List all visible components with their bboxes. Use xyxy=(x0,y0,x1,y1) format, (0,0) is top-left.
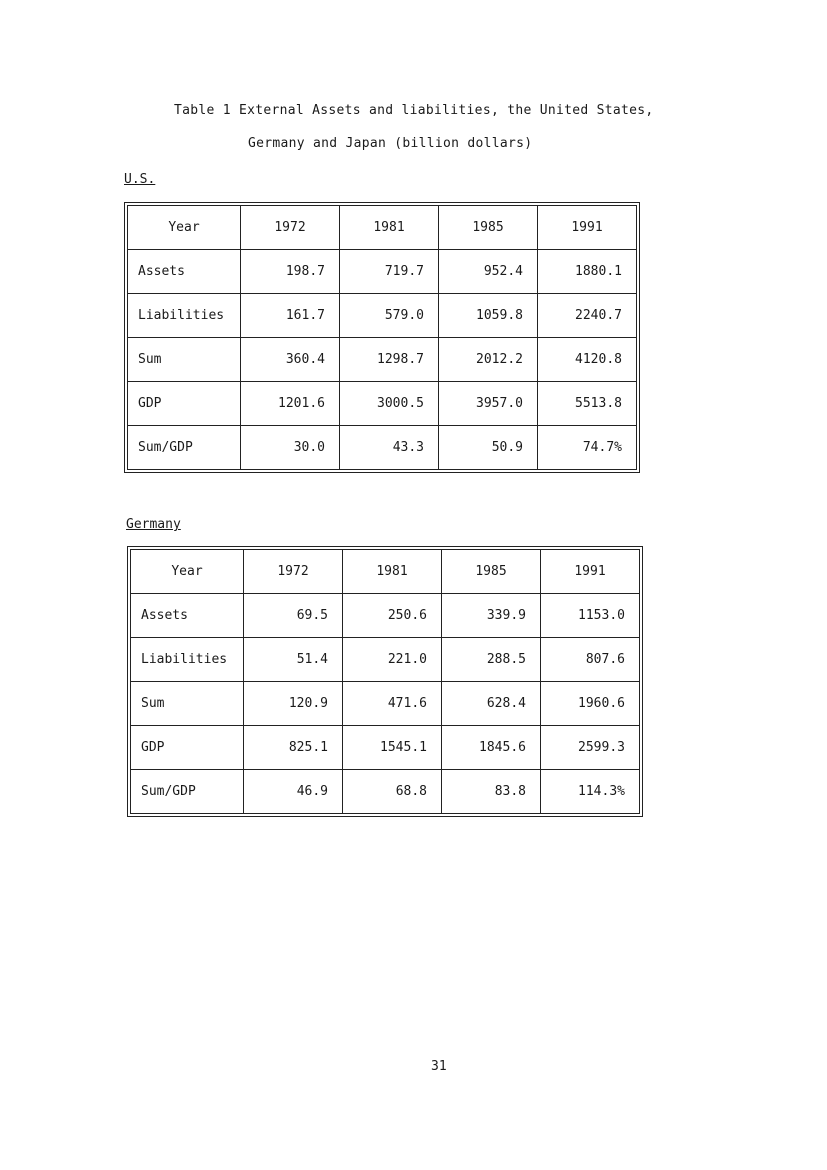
table-row xyxy=(131,594,640,638)
row-label: Sum xyxy=(131,682,244,726)
row-label: Assets xyxy=(128,250,241,294)
header-cell: 1991 xyxy=(538,206,637,250)
table-cell: 807.6 xyxy=(541,638,640,682)
table-cell: 120.9 xyxy=(244,682,343,726)
table-cell: 339.9 xyxy=(442,594,541,638)
table-cell: 1298.7 xyxy=(340,338,439,382)
table-cell: 288.5 xyxy=(442,638,541,682)
germany-table xyxy=(130,549,640,814)
table-cell: 2240.7 xyxy=(538,294,637,338)
header-cell: 1981 xyxy=(340,206,439,250)
row-label: Liabilities xyxy=(131,638,244,682)
header-cell: 1972 xyxy=(244,550,343,594)
table-cell: 1880.1 xyxy=(538,250,637,294)
table-cell: 952.4 xyxy=(439,250,538,294)
table-cell: 161.7 xyxy=(241,294,340,338)
table-row xyxy=(131,682,640,726)
table-title-line-1: Table 1 External Assets and liabilities, the United States, xyxy=(174,103,654,118)
row-label: GDP xyxy=(131,726,244,770)
table-cell: 198.7 xyxy=(241,250,340,294)
table-cell: 1845.6 xyxy=(442,726,541,770)
section-label-germany: Germany xyxy=(126,517,181,532)
table-cell: 46.9 xyxy=(244,770,343,814)
table-cell: 68.8 xyxy=(343,770,442,814)
table-cell: 1201.6 xyxy=(241,382,340,426)
section-label-us: U.S. xyxy=(124,172,156,187)
table-cell: 1960.6 xyxy=(541,682,640,726)
header-cell: 1985 xyxy=(442,550,541,594)
table-cell: 69.5 xyxy=(244,594,343,638)
table-cell: 5513.8 xyxy=(538,382,637,426)
table-row xyxy=(131,726,640,770)
table-row xyxy=(128,294,637,338)
table-row xyxy=(131,638,640,682)
table-row xyxy=(128,426,637,470)
table-cell: 83.8 xyxy=(442,770,541,814)
table-header-row xyxy=(128,206,637,250)
table-cell: 50.9 xyxy=(439,426,538,470)
table-cell: 114.3% xyxy=(541,770,640,814)
row-label: Sum/GDP xyxy=(131,770,244,814)
table-cell: 3957.0 xyxy=(439,382,538,426)
row-label: Sum xyxy=(128,338,241,382)
table-row xyxy=(128,250,637,294)
table-cell: 628.4 xyxy=(442,682,541,726)
table-cell: 30.0 xyxy=(241,426,340,470)
table-cell: 43.3 xyxy=(340,426,439,470)
table-cell: 579.0 xyxy=(340,294,439,338)
table-cell: 74.7% xyxy=(538,426,637,470)
table-cell: 51.4 xyxy=(244,638,343,682)
table-cell: 3000.5 xyxy=(340,382,439,426)
page-number: 31 xyxy=(431,1059,447,1074)
row-label: GDP xyxy=(128,382,241,426)
table-cell: 471.6 xyxy=(343,682,442,726)
us-table-frame xyxy=(124,202,640,473)
table-cell: 1545.1 xyxy=(343,726,442,770)
table-cell: 221.0 xyxy=(343,638,442,682)
table-cell: 250.6 xyxy=(343,594,442,638)
header-cell: 1972 xyxy=(241,206,340,250)
header-cell: 1981 xyxy=(343,550,442,594)
table-cell: 360.4 xyxy=(241,338,340,382)
header-cell: Year xyxy=(128,206,241,250)
header-cell: 1985 xyxy=(439,206,538,250)
row-label: Liabilities xyxy=(128,294,241,338)
table-header-row xyxy=(131,550,640,594)
table-row xyxy=(128,338,637,382)
table-cell: 4120.8 xyxy=(538,338,637,382)
table-cell: 2599.3 xyxy=(541,726,640,770)
table-row xyxy=(131,770,640,814)
table-cell: 2012.2 xyxy=(439,338,538,382)
header-cell: 1991 xyxy=(541,550,640,594)
row-label: Assets xyxy=(131,594,244,638)
table-row xyxy=(128,382,637,426)
table-cell: 1059.8 xyxy=(439,294,538,338)
table-cell: 1153.0 xyxy=(541,594,640,638)
us-table xyxy=(127,205,637,470)
table-cell: 825.1 xyxy=(244,726,343,770)
table-cell: 719.7 xyxy=(340,250,439,294)
germany-table-frame xyxy=(127,546,643,817)
table-title-line-2: Germany and Japan (billion dollars) xyxy=(248,136,533,151)
row-label: Sum/GDP xyxy=(128,426,241,470)
header-cell: Year xyxy=(131,550,244,594)
